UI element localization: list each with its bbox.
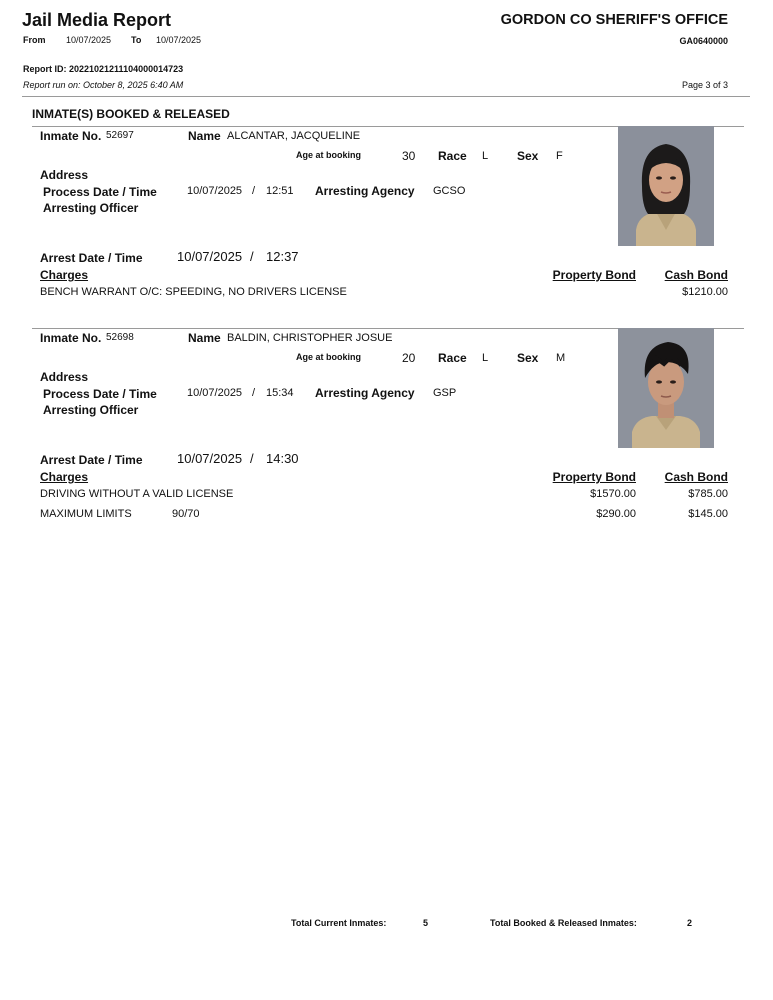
sex-value: M xyxy=(556,352,566,364)
charge-property-bond: $1570.00 xyxy=(590,488,636,500)
sex-label: Sex xyxy=(517,351,539,365)
race-label: Race xyxy=(438,149,467,163)
arresting-agency: GSP xyxy=(433,387,457,399)
mugshot-photo xyxy=(618,328,714,448)
address-label: Address xyxy=(40,370,89,384)
arrest-time: 12:37 xyxy=(266,249,299,264)
process-time: 15:34 xyxy=(266,387,294,399)
section-title: INMATE(S) BOOKED & RELEASED xyxy=(32,107,230,121)
process-slash: / xyxy=(252,387,256,399)
arrest-slash: / xyxy=(250,249,254,264)
arrest-datetime-label: Arrest Date / Time xyxy=(40,251,143,265)
arrest-date: 10/07/2025 xyxy=(177,249,243,264)
property-bond-header: Property Bond xyxy=(552,268,636,282)
arresting-officer-label: Arresting Officer xyxy=(43,201,139,215)
report-run-on: Report run on: October 8, 2025 6:40 AM xyxy=(23,80,184,90)
office-name: GORDON CO SHERIFF'S OFFICE xyxy=(500,12,728,28)
inmate-no-label: Inmate No. xyxy=(40,331,102,345)
charges-header: Charges xyxy=(40,470,89,484)
from-date: 10/07/2025 xyxy=(66,35,112,45)
sex-value: F xyxy=(556,150,563,162)
address-label: Address xyxy=(40,168,89,182)
process-date: 10/07/2025 xyxy=(187,185,243,197)
cash-bond-header: Cash Bond xyxy=(664,268,728,282)
name-label: Name xyxy=(188,129,221,143)
charge-property-bond: $290.00 xyxy=(596,508,636,520)
report-id: Report ID: 20221021211104000014723 xyxy=(23,64,184,74)
age-label: Age at booking xyxy=(296,352,361,362)
total-current-label: Total Current Inmates: xyxy=(291,918,387,928)
arrest-datetime-label: Arrest Date / Time xyxy=(40,453,143,467)
charge-cash-bond: $785.00 xyxy=(688,488,728,500)
process-time: 12:51 xyxy=(266,185,294,197)
charge-description: MAXIMUM LIMITS xyxy=(40,508,132,520)
inmate-no: 52697 xyxy=(106,130,134,141)
arresting-agency: GCSO xyxy=(433,185,466,197)
property-bond-header: Property Bond xyxy=(552,470,636,484)
total-booked-label: Total Booked & Released Inmates: xyxy=(490,918,637,928)
arrest-slash: / xyxy=(250,451,254,466)
arrest-time: 14:30 xyxy=(266,451,299,466)
process-datetime-label: Process Date / Time xyxy=(43,185,157,199)
to-date: 10/07/2025 xyxy=(156,35,202,45)
charge-cash-bond: $1210.00 xyxy=(682,286,728,298)
charges-header: Charges xyxy=(40,268,89,282)
cash-bond-header: Cash Bond xyxy=(664,470,728,484)
arresting-agency-label: Arresting Agency xyxy=(315,184,415,198)
to-label: To xyxy=(131,35,142,45)
from-label: From xyxy=(23,35,46,45)
office-code: GA0640000 xyxy=(679,36,728,46)
inmate-name: ALCANTAR, JACQUELINE xyxy=(227,130,361,142)
charge-description: BENCH WARRANT O/C: SPEEDING, NO DRIVERS LICENSE xyxy=(40,286,347,298)
process-slash: / xyxy=(252,185,256,197)
page-number: Page 3 of 3 xyxy=(681,80,728,90)
arrest-date: 10/07/2025 xyxy=(177,451,243,466)
inmate-no: 52698 xyxy=(106,332,134,343)
process-datetime-label: Process Date / Time xyxy=(43,387,157,401)
race-value: L xyxy=(482,150,489,162)
race-value: L xyxy=(482,352,489,364)
total-current-value: 5 xyxy=(423,918,429,928)
total-booked-value: 2 xyxy=(687,918,693,928)
sex-label: Sex xyxy=(517,149,539,163)
charge-description: DRIVING WITHOUT A VALID LICENSE xyxy=(40,488,234,500)
arresting-agency-label: Arresting Agency xyxy=(315,386,415,400)
charge-detail: 90/70 xyxy=(172,508,200,520)
age-value: 20 xyxy=(402,351,416,365)
name-label: Name xyxy=(188,331,221,345)
age-label: Age at booking xyxy=(296,150,361,160)
mugshot-photo xyxy=(618,126,714,246)
report-title: Jail Media Report xyxy=(22,10,172,30)
age-value: 30 xyxy=(402,149,416,163)
header-divider xyxy=(22,96,750,97)
process-date: 10/07/2025 xyxy=(187,387,243,399)
arresting-officer-label: Arresting Officer xyxy=(43,403,139,417)
inmate-no-label: Inmate No. xyxy=(40,129,102,143)
charge-cash-bond: $145.00 xyxy=(688,508,728,520)
inmate-name: BALDIN, CHRISTOPHER JOSUE xyxy=(227,332,393,344)
race-label: Race xyxy=(438,351,467,365)
